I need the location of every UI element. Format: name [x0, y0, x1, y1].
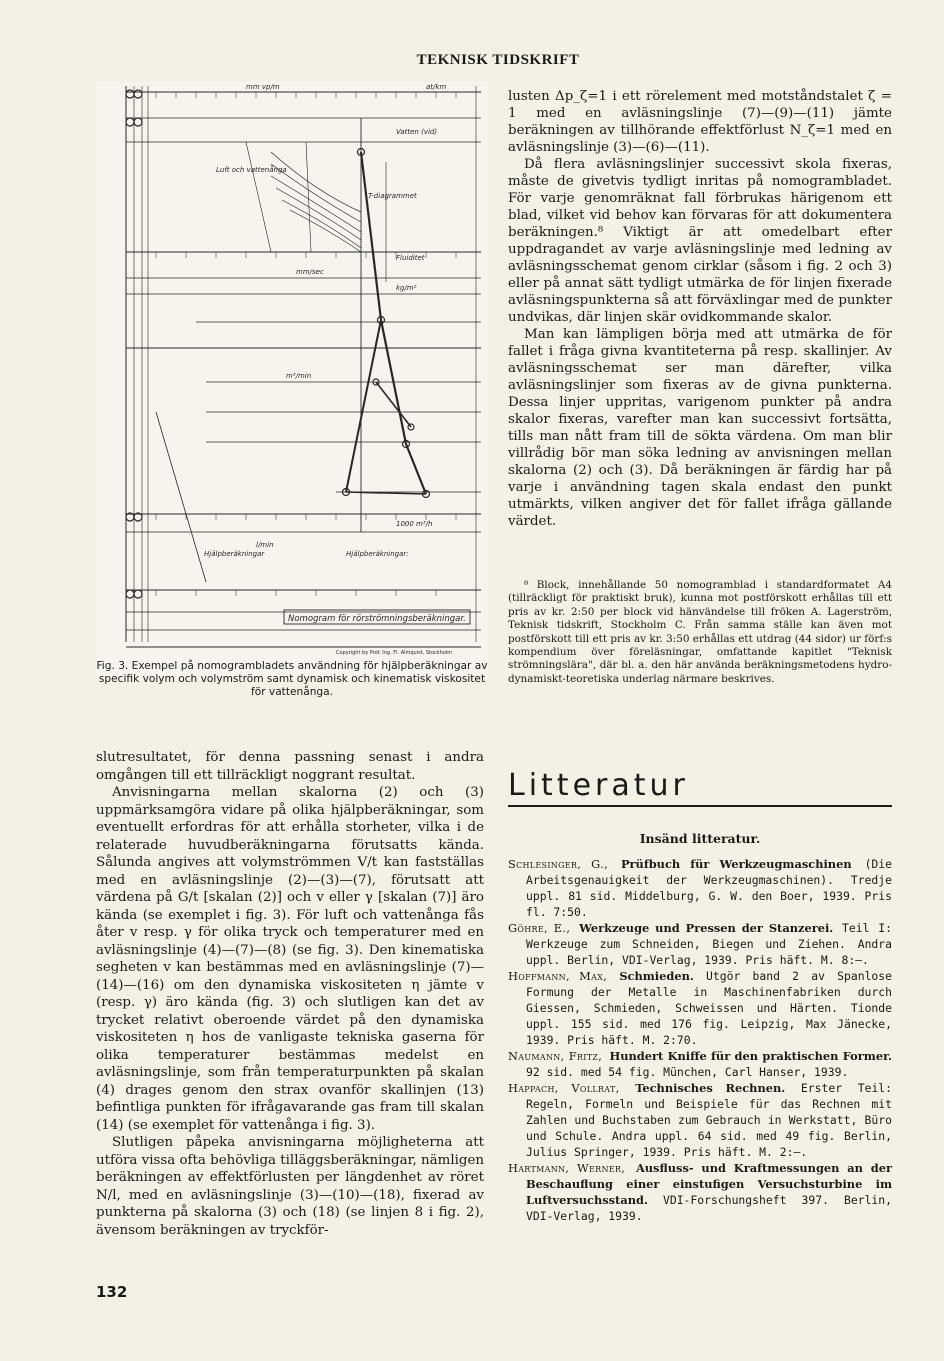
- entry-details: 92 sid. med 54 fig. München, Carl Hanser, 1939.: [526, 1065, 849, 1079]
- scale-label-9: Hjälpberäkningar: [204, 550, 265, 558]
- literature-entry: [508, 1048, 892, 1080]
- entry-title: Schmieden.: [619, 969, 694, 983]
- paragraph: Man kan lämpligen börja med att utmärka de för fallet i fråga givna kvantiteterna på resp. skallinjer. Av avläsningsschemat ser man därefter, vilka avläsningslinjer som fixeras av de givna punkterna. Dessa linjer uppritas, varigenom punkter på andra skalor fixeras, varefter man kan successivt fortsätta, tills man nått fram till de sökta värdena. Om man blir villrådig bör man söka ledning av anvisningen mellan skalorna (2) och (3). Då beräkningen är färdig har på varje i användning tagen skala endast den punkt utmärkts, vilken angiver det för fallet ifråga gällande värdet.: [508, 327, 892, 529]
- entry-title: Technisches Rechnen.: [635, 1081, 786, 1095]
- literature-subheading: Insänd litteratur.: [639, 831, 761, 846]
- literature-entry: [508, 1080, 892, 1160]
- entry-author: Happach, Vollrat,: [508, 1081, 620, 1095]
- scale-label-7: Luft och vattenånga: [216, 166, 287, 174]
- scale-label-1: at/km: [426, 83, 447, 91]
- scale-label-4: m³/min: [286, 372, 312, 380]
- entry-author: Göhre, E.,: [508, 921, 571, 935]
- entry-author: Hartmann, Werner,: [508, 1161, 626, 1175]
- scale-label-0: mm vp/m: [246, 83, 280, 91]
- scale-label-6: Vatten (vid): [396, 128, 438, 136]
- scale-label-8: Fluiditet: [396, 254, 425, 262]
- scale-label-11: T-diagrammet: [368, 192, 417, 200]
- entry-details: Utgör band 2 av Spanlose Formung der Metalle in Maschinenfabriken durch Giessen, Schmieden, Schweissen und Härten. Tionde uppl. 155 sid. med 176 fig. Leipzig, Max Jänecke, 1939. Pris häft. M. 2:70.: [526, 969, 892, 1047]
- literature-entry: [508, 856, 892, 920]
- footnote-text: ⁸ Block, innehållande 50 nomogramblad i standardformatet A4 (tillräckligt för praktiskt bruk), kunna mot postförskott erhållas till ett pris av kr. 2:50 per block vid hänvändelse till fröken A. Lagerström, Teknisk tidskrift, Stockholm C. Från samma ställe kan även mot postförskott till ett pris av kr. 3:50 erhållas ett utdrag (44 sidor) ur förf:s kompendium över föreläsningar, omfattande kapitlet "Teknisk strömningslära", där bl. a. den här använda beräkningsmetodens hydrodynamiskt-teoretiska underlag närmare beskrives.: [508, 579, 892, 685]
- scale-label-2: mm/sec: [296, 268, 324, 276]
- literature-entry: [508, 1160, 892, 1224]
- entry-author: Naumann, Fritz,: [508, 1049, 603, 1063]
- entry-details: (Die Arbeitsgenauigkeit der Werkzeugmaschinen). Tredje uppl. 81 sid. Middelburg, G. W. den Boer, 1939. Pris fl. 7:50.: [526, 857, 892, 919]
- entry-details: VDI-Forschungsheft 397. Berlin, VDI-Verlag, 1939.: [526, 1193, 892, 1223]
- paragraph: slutresultatet, för denna passning senast i andra omgången till ett tillräckligt noggrant resultat.: [96, 750, 484, 783]
- entry-title: Prüfbuch für Werkzeugmaschinen: [620, 857, 852, 871]
- entry-author: Schlesinger, G.,: [508, 857, 609, 871]
- page-number: 132: [96, 1283, 128, 1301]
- paragraph: Anvisningarna mellan skalorna (2) och (3) uppmärksamgöra vidare på olika hjälpberäkningar, som eventuellt erfordras för att erhålla storheter, vilka i de relaterade huvudberäkningarna förutsatts kända. Sålunda angives att volymströmmen V/t kan fastställas med en avläsningslinje (2)—(3)—(7), förutsatt att värdena på G/t [skalan (2)] och v eller γ [skalan (7)] äro kända (se exemplet i fig. 3). För luft och vattenånga fås åter v resp. γ för olika tryck och temperaturer med en avläsningslinje (4)—(7)—(8) (se fig. 3). Den kinematiska segheten v kan bestämmas med en avläsningslinje (7)—(14)—(16) om den dynamiska viskositeten η jämte v (resp. γ) äro kända (fig. 3) och slutligen kan det av trycket relativt oberoende värdet på den dynamiska viskositeten η hos de vanligaste tekniska gaserna för olika temperaturer bestämmas medelst en avläsningslinje, som från temperaturpunkten på skalan (4) drages genom den strax ovanför skallinjen (13) befintliga punkten för ifrågavarande gas fram till skalan (14) (se exemplet för vattenånga i fig. 3).: [96, 785, 484, 1133]
- figure-caption: Fig. 3. Exempel på nomogrambladets användning för hjälpberäkningar av specifik volym och volymström samt dynamisk och kinematisk viskositet för vattenånga.: [96, 660, 488, 698]
- literature-heading: Litteratur: [508, 768, 892, 807]
- right-column-text: [508, 88, 892, 530]
- scale-label-3: kg/m²: [396, 284, 417, 292]
- scale-label-10: Hjälpberäkningar:: [346, 550, 409, 558]
- entry-details: Teil I: Werkzeuge zum Schneiden, Biegen und Ziehen. Andra uppl. Berlin, VDI-Verlag, 1939. Pris häft. M. 8:—.: [526, 921, 893, 967]
- nomogram-figure: [96, 82, 488, 678]
- literature-list: [508, 856, 892, 1224]
- entry-title: Ausfluss- und Kraftmessungen an der Beschauflung einer einstufigen Versuchsturbine im Luftversuchsstand.: [526, 1161, 893, 1207]
- entry-details: Erster Teil: Regeln, Formeln und Beispiele für das Rechnen mit Zahlen und Buchstaben zum Gebrauch in Werkstatt, Büro und Schule. Andra uppl. 64 sid. med 49 fig. Berlin, Julius Springer, 1939. Pris häft. M. 2:—.: [526, 1081, 893, 1159]
- left-column-text: [96, 749, 484, 1239]
- literature-entry: [508, 968, 892, 1048]
- scale-label-5: l/min: [256, 541, 274, 549]
- literature-entry: [508, 920, 892, 968]
- nomogram-copyright: Copyright by Prof. Ing. Fl. Almquist, Stockholm: [336, 650, 453, 656]
- scale-label-12: 1000 m³/h: [396, 520, 433, 528]
- footnote: [508, 579, 892, 686]
- nomogram-drawing: [96, 82, 488, 678]
- paragraph: Slutligen påpeka anvisningarna möjligheterna att utföra vissa ofta behövliga tilläggsberäkningar, nämligen beräkningen av effektförlusten per längdenhet av röret N/l, med en avläsningslinje (3)—(10)—(18), fixerad av punkterna på skalorna (3) och (18) (se linjen 8 i fig. 2), ävensom beräkningen av tryckför-: [96, 1135, 485, 1238]
- paragraph: lusten Δp_ζ=1 i ett rörelement med motståndstalet ζ = 1 med en avläsningslinje (7)—(9)—(11) jämte beräkningen av tillhörande effektförlust N_ζ=1 med en avläsningslinje (3)—(6)—(11).: [508, 89, 892, 155]
- entry-author: Hoffmann, Max,: [508, 969, 608, 983]
- entry-title: Werkzeuge und Pressen der Stanzerei.: [579, 921, 834, 935]
- nomogram-name-label: Nomogram för rörströmningsberäkningar.: [288, 614, 466, 624]
- journal-title: TEKNISK TIDSKRIFT: [416, 52, 580, 68]
- entry-title: Hundert Kniffe für den praktischen Former.: [609, 1049, 893, 1063]
- paragraph: Då flera avläsningslinjer successivt skola fixeras, måste de givetvis tydligt inritas på nomogrambladet. För varje genomräknat fall förbrukas härigenom ett blad, vilket vid behov kan förvaras för att dokumentera beräkningen.⁸ Viktigt är att omedelbart efter uppdragandet av varje avläsningslinje med ledning av avläsningsschemat genom cirklar (såsom i fig. 2 och 3) eller på annat sätt tydligt utmärka de för linjen fixerade avläsningspunkterna så att förväxlingar med de punkter undvikas, där linjen skär ovidkommande skalor.: [508, 157, 892, 325]
